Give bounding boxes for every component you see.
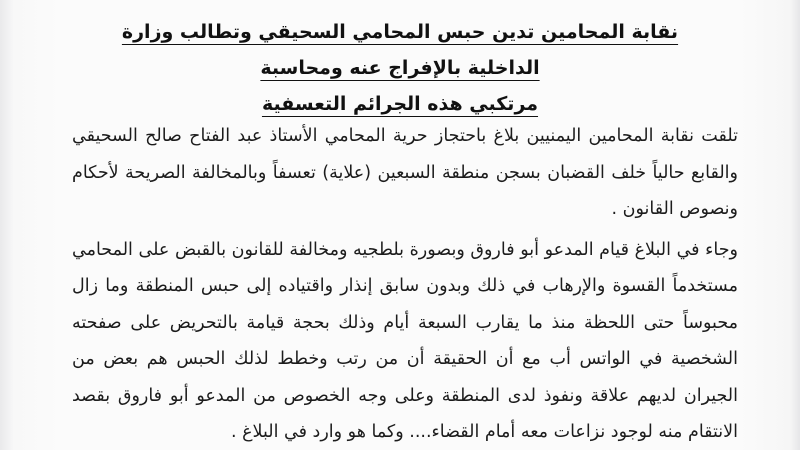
title-line-1: نقابة المحامين تدين حبس المحامي السحيقي وتطالب وزارة الداخلية بالإفراج عنه ومحاسبة — [121, 21, 679, 79]
document-body — [72, 118, 738, 450]
title-line-2: مرتكبي هذه الجرائم التعسفية — [261, 93, 539, 115]
document-title — [90, 14, 710, 122]
paragraph-1: تلقت نقابة المحامين اليمنيين بلاغ باحتجاز حرية المحامي الأستاذ عبد الفتاح صالح السحيقي والقابع حالياً خلف القضبان بسجن منطقة السبعين (علاية) تعسفاً وبالمخالفة الصريحة لأحكام ونصوص القانون . — [72, 126, 738, 219]
paragraph-2: وجاء في البلاغ قيام المدعو أبو فاروق وبصورة بلطجيه ومخالفة للقانون بالقبض على المحامي مستخدماً القسوة والإرهاب في ذلك وبدون سابق إنذار واقتياده إلى حبس المنطقة وما زال محبوساً حتى اللحظة منذ ما يقارب السبعة أيام وذلك بحجة قيامة بالتحريض على صفحته الشخصية في الواتس أب مع أن الحقيقة أن من رتب وخطط لذلك الحبس هم بعض من الجيران لديهم علاقة ونفوذ لدى المنطقة وعلى وجه الخصوص من المدعو أبو فاروق بقصد الانتقام منه لوجود نزاعات معه أمام القضاء.... وكما هو وارد في البلاغ . — [72, 239, 738, 442]
